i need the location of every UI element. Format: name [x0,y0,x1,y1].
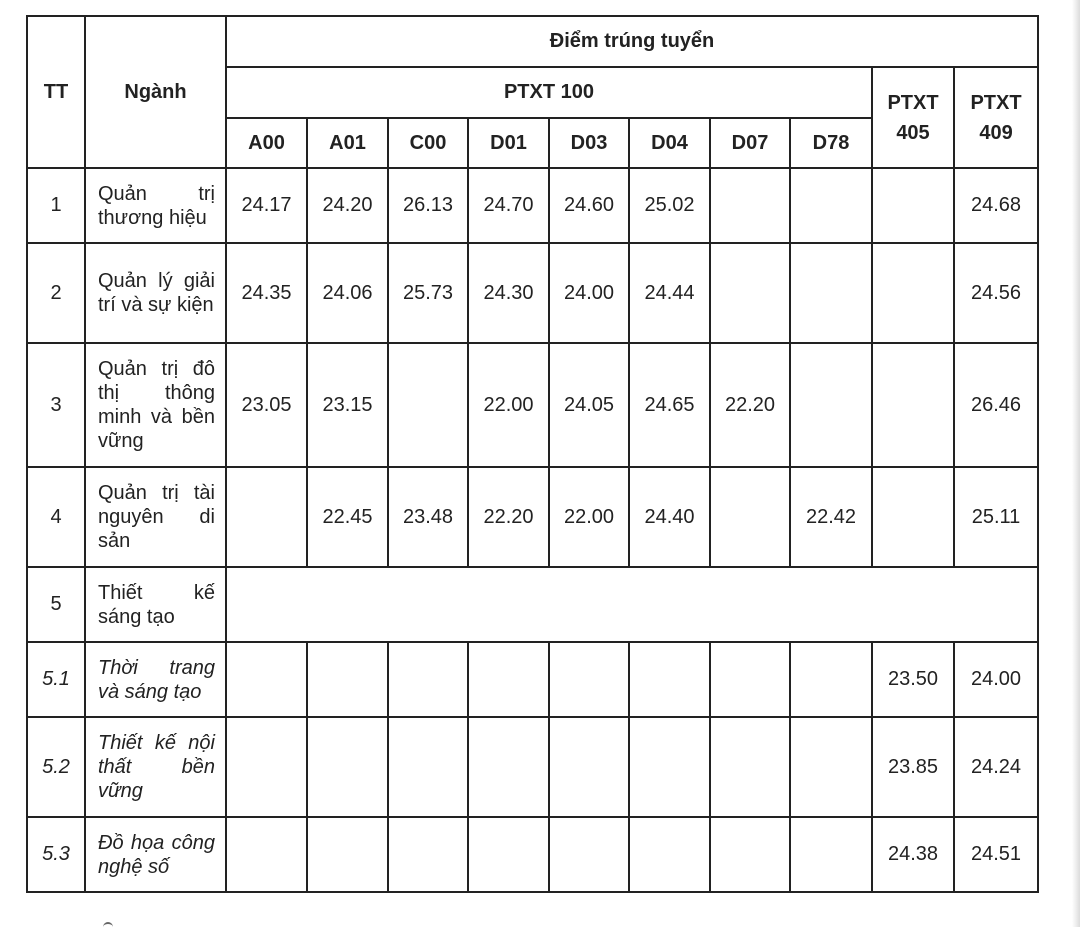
score-cell: 24.56 [954,243,1038,343]
col-header-combo: D03 [549,118,629,168]
score-cell [790,817,872,892]
score-cell: 24.51 [954,817,1038,892]
score-cell: 22.20 [468,467,549,567]
row-number: 5.1 [27,642,85,717]
col-header-combo: D04 [629,118,710,168]
score-cell [549,642,629,717]
score-cell: 23.48 [388,467,468,567]
row-number: 1 [27,168,85,243]
col-header-ptxt409-line2: 409 [979,121,1013,144]
merged-empty-cell [226,567,1038,642]
score-cell [388,343,468,467]
score-cell: 24.24 [954,717,1038,817]
score-cell [629,717,710,817]
table-row [27,243,1038,343]
score-cell: 26.46 [954,343,1038,467]
col-header-tt: TT [27,16,85,168]
score-cell [872,467,954,567]
col-header-combo: D07 [710,118,790,168]
score-cell: 24.70 [468,168,549,243]
score-cell [710,642,790,717]
score-cell: 23.05 [226,343,307,467]
major-name: Quản lý giải trí và sự kiện [85,243,226,343]
admission-scores-table [26,15,1039,893]
score-cell: 25.73 [388,243,468,343]
score-cell [790,717,872,817]
score-cell: 24.65 [629,343,710,467]
score-cell: 24.68 [954,168,1038,243]
header-row-1 [27,16,1038,67]
score-cell [226,717,307,817]
score-cell [790,243,872,343]
score-cell [226,467,307,567]
page-edge-shadow [1072,0,1080,927]
col-header-ptxt409-line1: PTXT [970,91,1022,114]
row-number: 5.3 [27,817,85,892]
table-row [27,642,1038,717]
major-name: Đồ họa công nghệ số [85,817,226,892]
score-cell: 24.00 [954,642,1038,717]
score-cell [790,168,872,243]
score-cell [629,817,710,892]
score-cell: 25.11 [954,467,1038,567]
score-cell [388,817,468,892]
col-header-nganh: Ngành [85,16,226,168]
col-header-ptxt100: PTXT 100 [226,67,872,118]
score-cell [388,717,468,817]
row-number: 4 [27,467,85,567]
table-row [27,817,1038,892]
score-cell: 24.06 [307,243,388,343]
major-name: Quản trị đô thị thông minh và bền vững [85,343,226,467]
major-name: Thời trang và sáng tạo [85,642,226,717]
score-cell: 23.15 [307,343,388,467]
score-cell [710,717,790,817]
col-header-diem-trung-tuyen: Điểm trúng tuyển [226,16,1038,67]
score-cell: 25.02 [629,168,710,243]
row-number: 3 [27,343,85,467]
score-cell [226,817,307,892]
score-cell: 26.13 [388,168,468,243]
score-cell [790,642,872,717]
cropped-text-fragment [103,922,113,929]
score-cell: 23.85 [872,717,954,817]
table-row [27,717,1038,817]
score-cell: 24.17 [226,168,307,243]
score-cell: 22.00 [549,467,629,567]
table-row [27,168,1038,243]
major-name: Thiết kế nội thất bền vững [85,717,226,817]
row-number: 5.2 [27,717,85,817]
col-header-ptxt405 [872,67,954,168]
score-cell [468,717,549,817]
score-cell [710,817,790,892]
score-cell [388,642,468,717]
score-cell [307,817,388,892]
table-row [27,567,1038,642]
score-cell: 24.44 [629,243,710,343]
score-cell: 24.38 [872,817,954,892]
score-cell: 24.60 [549,168,629,243]
major-name: Quản trị tài nguyên di sản [85,467,226,567]
col-header-combo: D01 [468,118,549,168]
score-cell: 24.00 [549,243,629,343]
col-header-combo: A01 [307,118,388,168]
row-number: 2 [27,243,85,343]
score-cell: 24.30 [468,243,549,343]
score-cell: 22.45 [307,467,388,567]
score-cell: 24.05 [549,343,629,467]
score-cell: 22.00 [468,343,549,467]
score-cell [872,243,954,343]
score-cell: 22.42 [790,467,872,567]
col-header-ptxt405-line2: 405 [896,121,930,144]
score-cell [710,168,790,243]
score-cell [307,717,388,817]
score-cell [872,168,954,243]
score-cell [307,642,388,717]
col-header-combo: D78 [790,118,872,168]
major-name: Thiết kế sáng tạo [85,567,226,642]
score-cell [549,817,629,892]
score-cell: 23.50 [872,642,954,717]
score-cell [468,817,549,892]
table-row [27,467,1038,567]
table-row [27,343,1038,467]
score-cell [549,717,629,817]
row-number: 5 [27,567,85,642]
score-cell [710,467,790,567]
col-header-combo: A00 [226,118,307,168]
score-cell [790,343,872,467]
score-cell [629,642,710,717]
score-cell: 22.20 [710,343,790,467]
score-cell: 24.20 [307,168,388,243]
col-header-ptxt409 [954,67,1038,168]
major-name: Quản trị thương hiệu [85,168,226,243]
col-header-ptxt405-line1: PTXT [887,91,939,114]
score-cell: 24.35 [226,243,307,343]
score-cell [468,642,549,717]
score-cell [710,243,790,343]
col-header-combo: C00 [388,118,468,168]
score-cell [226,642,307,717]
score-cell [872,343,954,467]
score-cell: 24.40 [629,467,710,567]
